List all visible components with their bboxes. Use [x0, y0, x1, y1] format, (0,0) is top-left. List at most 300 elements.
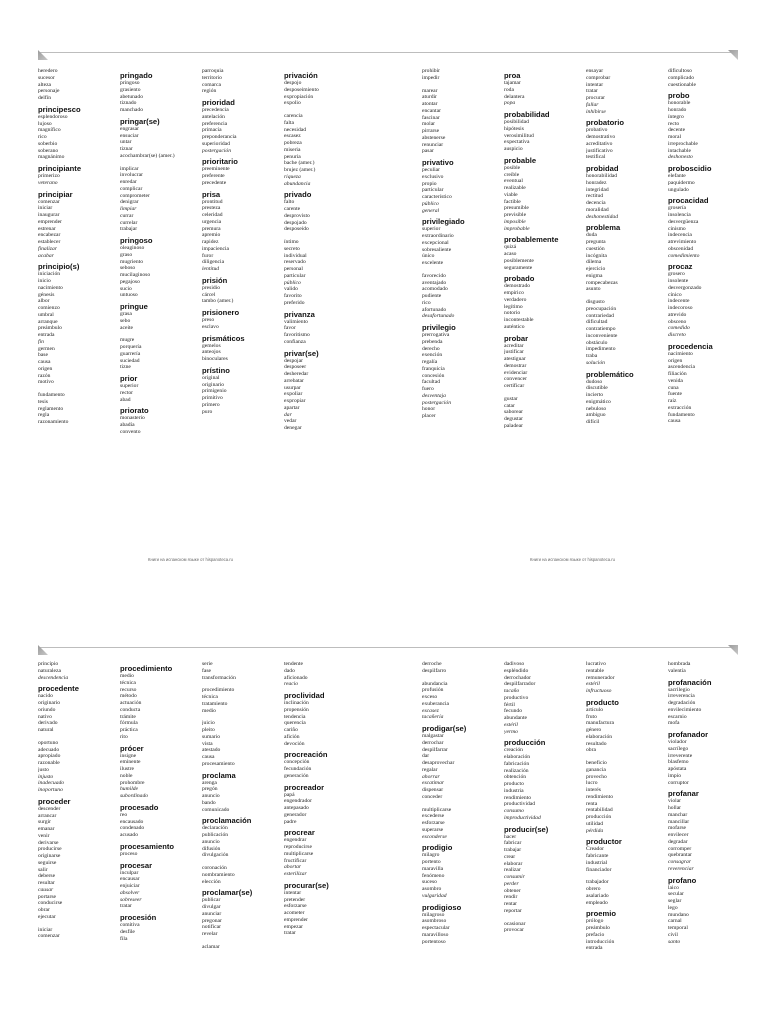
synonym: placer — [422, 413, 436, 419]
synonym: magnífico — [38, 127, 61, 134]
headword: probablemente — [504, 235, 559, 245]
antonym: riqueza — [284, 173, 301, 180]
synonym: duda — [586, 232, 597, 239]
antonym: humilde — [120, 786, 139, 793]
synonym: ungulado — [668, 186, 689, 193]
antonym: popa — [504, 100, 516, 107]
synonym: irreverente — [668, 752, 693, 759]
synonym: papá — [284, 791, 295, 798]
synonym: mancillar — [668, 818, 690, 825]
synonym: ambiguo — [586, 412, 606, 419]
synonym: cuestionable — [668, 81, 696, 88]
synonym: extraordinario — [422, 233, 454, 239]
antonym: vulgaridad — [422, 892, 447, 899]
synonym: entrada — [586, 945, 603, 952]
synonym: presteza — [202, 205, 221, 212]
synonym: elaboración — [504, 754, 531, 760]
synonym: manufactura — [586, 720, 614, 727]
synonym: atestiguar — [504, 356, 526, 362]
synonym: principio — [38, 661, 59, 667]
synonym: renunciar — [422, 141, 444, 148]
synonym: región — [202, 88, 217, 95]
synonym: cinismo — [668, 225, 686, 232]
synonym: posibilidad — [504, 119, 529, 125]
headword: proclamación — [202, 816, 252, 826]
synonym: lujoso — [38, 120, 52, 127]
synonym: padre — [284, 818, 297, 825]
headword: privilegio — [422, 323, 456, 332]
synonym: razonamiento — [38, 419, 69, 425]
synonym: naturaleza — [38, 667, 61, 674]
synonym: nacido — [38, 693, 53, 700]
synonym: abundancia — [422, 680, 448, 687]
synonym: trámite — [120, 713, 136, 720]
synonym: renta — [586, 800, 598, 807]
synonym: derroche — [422, 661, 442, 667]
synonym: gustar — [504, 395, 518, 402]
antonym: desafortunado — [422, 313, 455, 320]
synonym: adecuado — [38, 746, 60, 753]
synonym: urgencia — [202, 218, 222, 225]
headword: procrear — [284, 828, 315, 838]
synonym: reportar — [504, 907, 522, 914]
synonym: divulgación — [202, 852, 229, 859]
synonym: arrebatar — [284, 377, 304, 384]
synonym: comprometer — [120, 192, 150, 199]
headword: productor — [586, 837, 622, 847]
synonym: personal — [284, 266, 303, 272]
synonym: paquidermo — [668, 179, 695, 186]
synonym: demostrativo — [586, 134, 616, 140]
synonym: esclavo — [202, 323, 219, 330]
synonym: inclinación — [284, 700, 309, 706]
synonym: molar — [422, 121, 436, 128]
antonym: escatimar — [422, 780, 445, 787]
antonym: general — [422, 207, 440, 214]
synonym: despilfarro — [422, 667, 447, 674]
synonym: eminente — [120, 759, 141, 766]
headword: privanza — [284, 309, 315, 319]
synonym: expropiar — [284, 398, 306, 404]
synonym: ensuciar — [120, 132, 139, 139]
synonym: comunicado — [202, 806, 230, 813]
antonym: comedimiento — [668, 252, 700, 259]
synonym: tendencia — [284, 713, 306, 720]
headword: privilegiado — [422, 217, 465, 227]
synonym: delantera — [504, 93, 525, 100]
synonym: propio — [422, 180, 437, 187]
synonym: característico — [422, 194, 452, 200]
synonym: iniciar — [38, 205, 53, 212]
synonym: blasfemo — [668, 759, 689, 766]
synonym: guarrería — [120, 350, 141, 357]
antonym: reverenciar — [668, 865, 694, 872]
synonym: testifical — [586, 154, 606, 161]
synonym: productivo — [504, 694, 529, 701]
synonym: engrasar — [120, 125, 139, 132]
synonym: degustar — [504, 416, 523, 422]
synonym: reservado — [284, 259, 306, 266]
synonym: laico — [668, 884, 679, 891]
synonym: transformación — [202, 674, 236, 681]
synonym: espectacular — [422, 925, 450, 931]
synonym: contrariedad — [586, 312, 614, 319]
headword: proemio — [586, 909, 616, 919]
synonym: atrevido — [668, 311, 687, 318]
synonym: lego — [668, 904, 678, 911]
synonym: vedar — [284, 418, 297, 425]
antonym: deshonesto — [668, 154, 693, 161]
synonym: intachable — [668, 147, 691, 154]
synonym: tratar — [284, 930, 296, 937]
synonym: enigmático — [586, 398, 611, 405]
synonym: sucio — [120, 285, 132, 292]
synonym: fértil — [504, 701, 515, 708]
antonym: yermo — [504, 728, 518, 735]
synonym: decente — [668, 127, 686, 134]
synonym: pregunta — [586, 239, 606, 245]
headword: prodigio — [422, 843, 453, 853]
synonym: preso — [202, 317, 215, 323]
dictionary-column — [586, 68, 662, 426]
synonym: provecho — [586, 773, 607, 780]
synonym: comienzo — [38, 305, 60, 311]
synonym: manchar — [668, 811, 688, 818]
synonym: introducción — [586, 938, 615, 945]
synonym: expropiación — [284, 93, 314, 100]
synonym: untuoso — [120, 292, 138, 299]
synonym: encausado — [120, 818, 144, 825]
synonym: fila — [120, 935, 128, 942]
antonym: causar — [38, 886, 54, 893]
synonym: rapidez — [202, 239, 219, 245]
synonym: fórmula — [120, 720, 138, 727]
synonym: antepasado — [284, 805, 309, 811]
synonym: inicio — [38, 278, 51, 284]
headword: prisionero — [202, 308, 240, 317]
synonym: grosería — [668, 205, 687, 212]
synonym: pasar — [422, 148, 434, 155]
headword: pringoso — [120, 236, 153, 245]
synonym: delfín — [38, 95, 52, 101]
synonym: violador — [668, 739, 687, 745]
antonym: inhibirse — [586, 108, 606, 115]
synonym: marear — [422, 87, 438, 94]
synonym: beneficio — [586, 760, 607, 766]
synonym: procurar — [586, 95, 605, 101]
synonym: ensayar — [586, 68, 604, 74]
synonym: desposeimiento — [284, 86, 319, 93]
synonym: falto — [284, 199, 295, 206]
synonym: contratiempo — [586, 326, 616, 332]
synonym: desfile — [120, 928, 135, 935]
synonym: mofa — [668, 720, 680, 727]
synonym: acometer — [284, 910, 305, 916]
synonym: parroquia — [202, 68, 224, 74]
antonym: limpiar — [120, 206, 137, 212]
synonym: inculpar — [120, 869, 139, 876]
synonym: excepcional — [422, 239, 449, 246]
synonym: civil — [668, 931, 678, 938]
synonym: impedir — [422, 74, 440, 81]
synonym: quebrantar — [668, 852, 692, 859]
synonym: precedencia — [202, 107, 229, 113]
corner-fold-icon — [728, 645, 738, 655]
headword: prioritario — [202, 157, 238, 167]
synonym: afición — [284, 733, 300, 740]
synonym: reproducirse — [284, 844, 312, 850]
page-footer: Книги на испанском языке от hispanoteca.ru — [530, 557, 615, 562]
synonym: untar — [120, 139, 132, 146]
headword: principesco — [38, 104, 81, 114]
headword: producción — [504, 738, 546, 748]
synonym: gemelos — [202, 342, 221, 349]
synonym: antelación — [202, 113, 225, 120]
synonym: lucro — [586, 780, 598, 787]
synonym: insolente — [668, 278, 689, 284]
synonym: abundante — [504, 715, 527, 721]
dictionary-column — [422, 68, 498, 420]
synonym: crear — [504, 853, 516, 860]
synonym: devoción — [284, 740, 305, 747]
synonym: despilfarrador — [504, 681, 536, 688]
antonym: consumir — [504, 874, 525, 880]
synonym: apremio — [202, 232, 221, 239]
synonym: oportuno — [38, 739, 59, 746]
synonym: soberano — [38, 147, 59, 154]
antonym: finalizar — [38, 245, 57, 252]
synonym: preferido — [284, 299, 305, 306]
synonym: certificar — [504, 383, 525, 389]
headword: procesado — [120, 802, 159, 812]
synonym: valido — [284, 286, 298, 293]
synonym: favorito — [284, 293, 302, 299]
synonym: anuncio — [202, 838, 220, 845]
synonym: ascendencia — [668, 364, 696, 371]
synonym: inaugurar — [38, 212, 60, 218]
synonym: justificativo — [586, 147, 613, 154]
synonym: rito — [120, 733, 128, 740]
synonym: encantar — [422, 107, 441, 114]
synonym: impaciencia — [202, 245, 230, 252]
synonym: fecundo — [504, 708, 523, 715]
synonym: publicar — [202, 897, 221, 904]
headword: prócer — [120, 743, 144, 753]
synonym: empírico — [504, 290, 524, 296]
antonym: inadecuado — [38, 780, 65, 787]
antonym: subordinado — [120, 793, 149, 799]
synonym: magnánimo — [38, 154, 65, 161]
synonym: suceso — [422, 879, 437, 886]
synonym: reo — [120, 811, 128, 818]
synonym: trabajador — [586, 879, 609, 886]
synonym: dilema — [586, 259, 602, 266]
synonym: técnica — [202, 694, 218, 700]
synonym: extracción — [668, 404, 692, 411]
antonym: estéril — [586, 681, 600, 688]
synonym: recurso — [120, 686, 137, 693]
synonym: rentar — [504, 901, 518, 907]
headword: prismáticos — [202, 333, 245, 343]
synonym: trabajar — [120, 226, 138, 233]
headword: procedencia — [668, 341, 713, 351]
synonym: mugre — [120, 337, 135, 344]
synonym: demostrado — [504, 283, 531, 290]
synonym: iniciar — [38, 926, 53, 933]
synonym: verosimilitud — [504, 132, 534, 139]
dictionary-column — [38, 68, 114, 426]
synonym: exceso — [422, 694, 438, 700]
synonym: eventual — [504, 178, 523, 185]
synonym: currar — [120, 212, 134, 219]
synonym: obstáculo — [586, 339, 608, 346]
headword: probo — [668, 91, 690, 101]
synonym: encabezar — [38, 232, 61, 239]
synonym: hipótesis — [504, 125, 524, 132]
synonym: obsceno — [668, 318, 687, 325]
synonym: legítimo — [504, 303, 523, 310]
synonym: origen — [38, 365, 53, 372]
synonym: venida — [668, 377, 683, 384]
synonym: umbral — [38, 311, 54, 318]
synonym: incontestable — [504, 317, 534, 323]
synonym: corruptor — [668, 779, 689, 786]
headword: proa — [504, 71, 521, 80]
headword: pringado — [120, 71, 153, 80]
synonym: pirrarse — [422, 128, 440, 134]
headword: probatorio — [586, 118, 624, 128]
headword: procedimiento — [120, 664, 173, 673]
synonym: resultar — [38, 880, 55, 886]
headword: probidad — [586, 164, 619, 173]
headword: prioridad — [202, 98, 235, 107]
synonym: suciedad — [120, 357, 140, 364]
synonym: sebo — [120, 317, 131, 324]
synonym: expolio — [284, 100, 301, 107]
synonym: portento — [422, 859, 441, 865]
synonym: valimiento — [284, 318, 308, 325]
synonym: generador — [284, 811, 307, 818]
headword: problema — [586, 223, 621, 233]
synonym: coronación — [202, 865, 227, 871]
antonym: solución — [586, 359, 605, 366]
synonym: irreprochable — [668, 140, 698, 147]
headword: procesar — [120, 860, 153, 870]
antonym: santo — [668, 938, 681, 945]
synonym: sumario — [202, 733, 221, 740]
synonym: pleito — [202, 727, 215, 733]
synonym: complicado — [668, 74, 695, 81]
synonym: demostrar — [504, 362, 527, 369]
dictionary-column — [38, 661, 114, 940]
synonym: tiznado — [120, 100, 137, 107]
headword: probabilidad — [504, 110, 550, 119]
synonym: provocar — [504, 927, 524, 934]
synonym: viable — [504, 191, 518, 198]
synonym: fecundación — [284, 766, 312, 772]
synonym: original — [202, 374, 220, 381]
synonym: asombro — [422, 886, 442, 892]
synonym: exclusivo — [422, 173, 444, 180]
synonym: notorio — [504, 310, 521, 317]
synonym: artículo — [586, 706, 604, 713]
synonym: mugriento — [120, 258, 143, 265]
headword: prisa — [202, 189, 221, 199]
synonym: favorecido — [422, 272, 446, 279]
synonym: auténtico — [504, 323, 525, 330]
synonym: íntegro — [668, 113, 684, 120]
synonym: excederse — [422, 813, 445, 820]
synonym: confianza — [284, 338, 306, 345]
synonym: descender — [38, 805, 61, 812]
synonym: rendimiento — [586, 793, 614, 800]
synonym: expoliar — [284, 391, 303, 398]
synonym: iniciación — [38, 271, 61, 278]
synonym: convento — [120, 428, 141, 435]
synonym: causa — [202, 754, 215, 760]
antonym: deshonestidad — [586, 213, 619, 220]
synonym: fructificar — [284, 857, 307, 864]
headword: profanación — [668, 677, 712, 687]
synonym: engendrar — [284, 837, 307, 844]
synonym: enredar — [120, 179, 137, 185]
synonym: pregonar — [202, 917, 222, 924]
synonym: esplendoroso — [38, 113, 68, 120]
synonym: superior — [422, 226, 441, 233]
synonym: prohombre — [120, 779, 145, 786]
synonym: originario — [38, 700, 61, 706]
synonym: revelar — [202, 931, 218, 937]
synonym: empezar — [284, 923, 303, 930]
synonym: sucesor — [38, 74, 55, 81]
synonym: bache (amer.) — [284, 160, 315, 167]
synonym: denegar — [284, 425, 302, 431]
synonym: probativo — [586, 127, 608, 134]
synonym: valentía — [668, 667, 686, 674]
headword: profanador — [668, 730, 709, 739]
synonym: maravilla — [422, 865, 444, 872]
headword: profanar — [668, 789, 699, 799]
synonym: premura — [202, 225, 221, 232]
synonym: sobresaliente — [422, 246, 452, 253]
synonym: bando — [202, 799, 216, 806]
synonym: elección — [202, 878, 221, 885]
synonym: desprovisto — [284, 212, 310, 219]
synonym: base — [38, 352, 48, 359]
synonym: despojado — [284, 219, 307, 226]
synonym: dificultad — [586, 319, 608, 326]
synonym: involucrar — [120, 172, 143, 179]
antonym: abortar — [284, 864, 302, 871]
headword: procesión — [120, 913, 157, 922]
synonym: emprender — [38, 218, 62, 225]
synonym: enjuiciar — [120, 883, 140, 889]
synonym: inconveniente — [586, 332, 618, 339]
synonym: preámbulo — [38, 325, 62, 332]
synonym: tiznar — [120, 146, 133, 152]
headword: proclama — [202, 770, 236, 780]
synonym: surgir — [38, 819, 51, 826]
antonym: desventaja — [422, 392, 446, 399]
synonym: rendir — [504, 894, 518, 901]
synonym: técnica — [120, 679, 136, 686]
synonym: actuación — [120, 700, 142, 706]
synonym: conducirse — [38, 900, 63, 907]
synonym: nativo — [38, 713, 52, 720]
synonym: raíz — [668, 398, 677, 404]
synonym: moral — [668, 134, 682, 140]
antonym: tacaño — [504, 688, 520, 694]
